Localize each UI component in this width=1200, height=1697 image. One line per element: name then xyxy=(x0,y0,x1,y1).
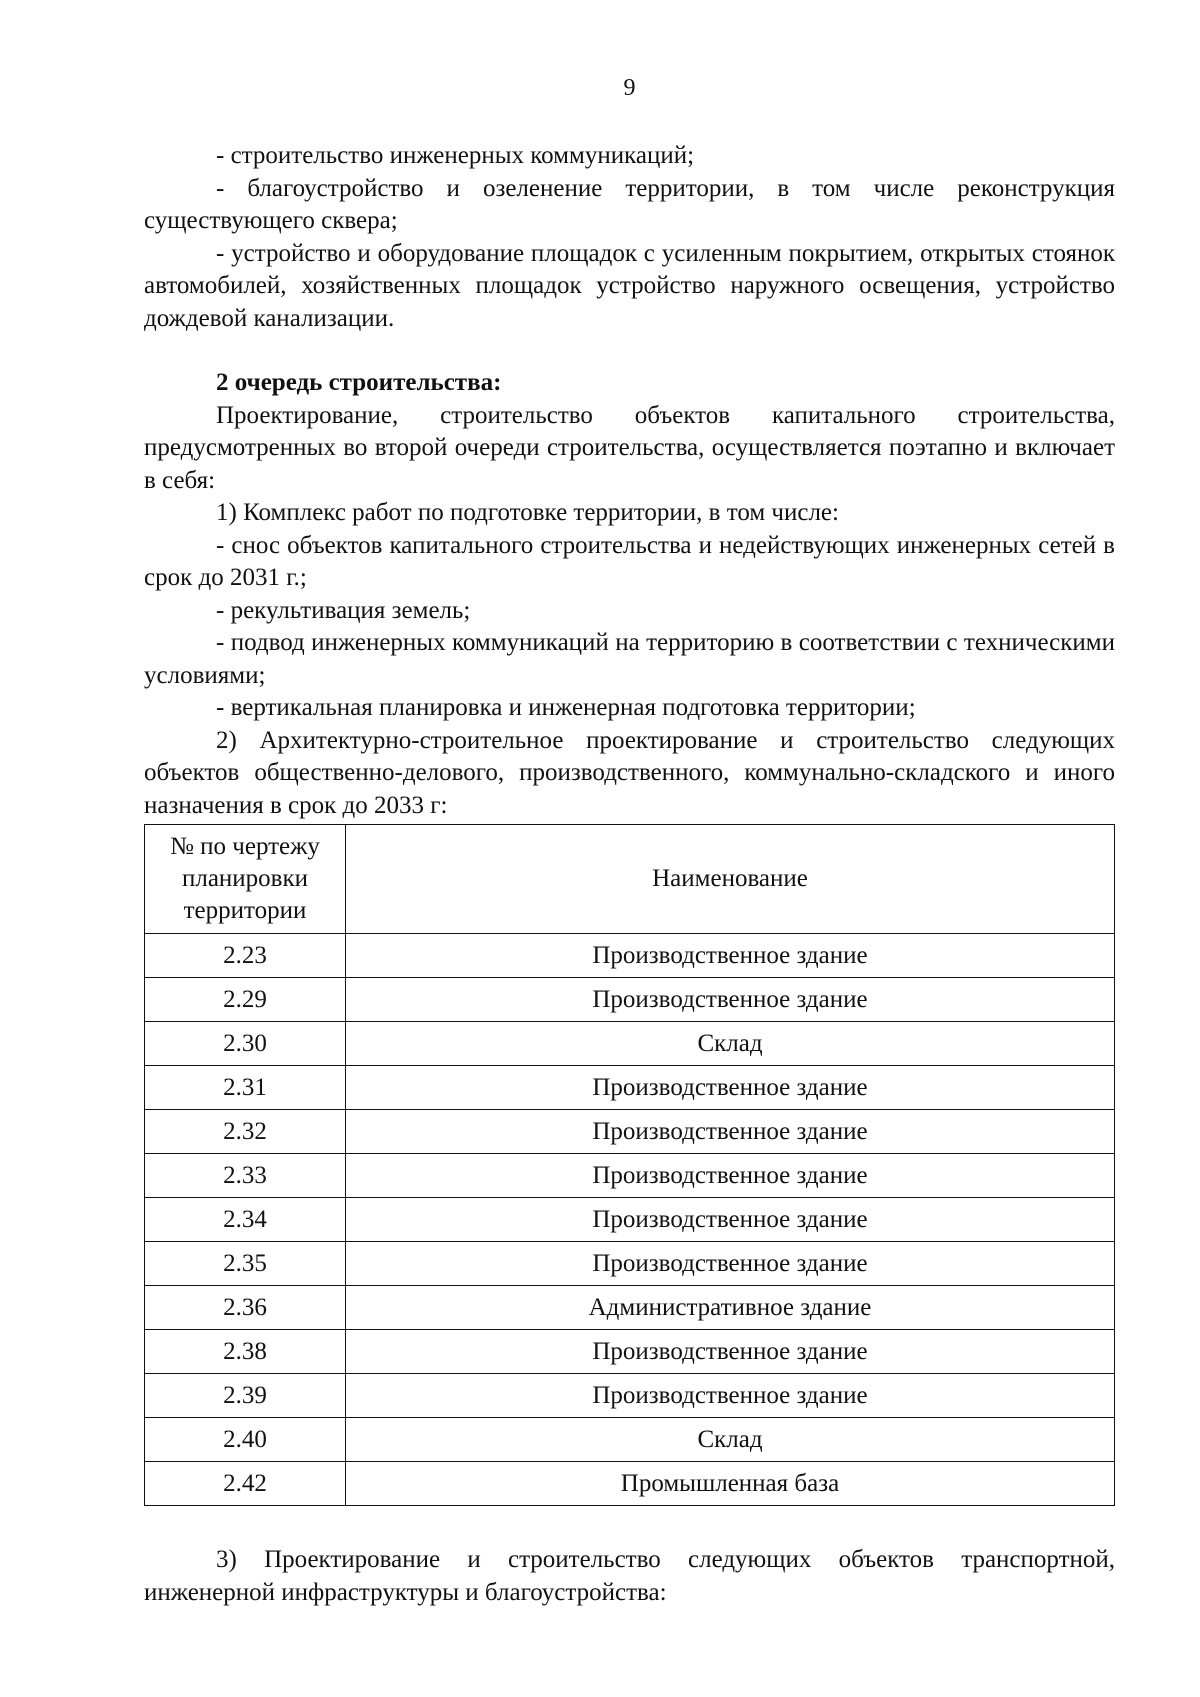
paragraph: - подвод инженерных коммуникаций на территорию в соответствии с техническими условиями; xyxy=(144,629,1115,689)
cell-number: 2.36 xyxy=(145,1286,346,1330)
cell-name: Производственное здание xyxy=(346,1198,1115,1242)
header-line: территории xyxy=(183,897,307,924)
paragraph: 2) Архитектурно-строительное проектирование и строительство следующих объектов общественно-делового, производственного, коммунально-складского и иного назначения в срок до 2033 г: xyxy=(144,726,1115,819)
header-drawing-number xyxy=(145,825,346,934)
cell-number: 2.23 xyxy=(145,934,346,978)
cell-name: Склад xyxy=(346,1418,1115,1462)
table-row xyxy=(145,1022,1115,1066)
cell-number: 2.35 xyxy=(145,1242,346,1286)
cell-name: Производственное здание xyxy=(346,1242,1115,1286)
cell-name: Производственное здание xyxy=(346,1110,1115,1154)
cell-number: 2.39 xyxy=(145,1374,346,1418)
cell-name: Производственное здание xyxy=(346,1374,1115,1418)
header-line: планировки xyxy=(181,865,309,892)
paragraph: 1) Комплекс работ по подготовке территории, в том числе: xyxy=(216,499,839,526)
document-body xyxy=(144,140,1115,1609)
paragraph: 3) Проектирование и строительство следующих объектов транспортной, инженерной инфраструктуры и благоустройства: xyxy=(144,1546,1115,1606)
cell-number: 2.40 xyxy=(145,1418,346,1462)
cell-number: 2.38 xyxy=(145,1330,346,1374)
cell-name: Склад xyxy=(346,1022,1115,1066)
table-row xyxy=(145,1418,1115,1462)
paragraph: - рекультивация земель; xyxy=(216,596,471,624)
paragraph: - строительство инженерных коммуникаций; xyxy=(216,142,695,169)
table-row xyxy=(145,1374,1115,1418)
objects-table xyxy=(144,824,1115,1506)
cell-name: Производственное здание xyxy=(346,978,1115,1022)
cell-number: 2.31 xyxy=(145,1066,346,1110)
table-row xyxy=(145,1242,1115,1286)
paragraph: - устройство и оборудование площадок с усиленным покрытием, открытых стоянок автомобилей, хозяйственных площадок устройство наружного освещения, устройство дождевой канализации. xyxy=(144,239,1115,332)
cell-number: 2.42 xyxy=(145,1462,346,1506)
cell-number: 2.30 xyxy=(145,1022,346,1066)
page-number: 9 xyxy=(623,75,636,101)
table-row xyxy=(145,1110,1115,1154)
table-row xyxy=(145,1154,1115,1198)
cell-number: 2.33 xyxy=(145,1154,346,1198)
paragraph: - снос объектов капитального строительства и недействующих инженерных сетей в срок до 2031 г.; xyxy=(144,531,1115,591)
cell-name: Промышленная база xyxy=(346,1462,1115,1506)
cell-number: 2.29 xyxy=(145,978,346,1022)
cell-number: 2.32 xyxy=(145,1110,346,1154)
table-row xyxy=(145,934,1115,978)
paragraph: - благоустройство и озеленение территории, в том числе реконструкция существующего сквера; xyxy=(144,174,1115,234)
cell-name: Производственное здание xyxy=(346,1066,1115,1110)
cell-name: Производственное здание xyxy=(346,1154,1115,1198)
section-heading: 2 очередь строительства: xyxy=(216,369,502,396)
paragraph: - вертикальная планировка и инженерная подготовка территории; xyxy=(216,694,916,721)
table-header-row xyxy=(145,825,1115,934)
table-row xyxy=(145,1330,1115,1374)
table-row xyxy=(145,1286,1115,1330)
header-line: № по чертежу xyxy=(170,833,320,860)
paragraph: Проектирование, строительство объектов капитального строительства, предусмотренных во второй очереди строительства, осуществляется поэтапно и включает в себя: xyxy=(144,401,1115,494)
table-row xyxy=(145,978,1115,1022)
header-name: Наименование xyxy=(346,825,1115,934)
table-row xyxy=(145,1198,1115,1242)
cell-name: Производственное здание xyxy=(346,934,1115,978)
cell-name: Административное здание xyxy=(346,1286,1115,1330)
cell-number: 2.34 xyxy=(145,1198,346,1242)
table-row xyxy=(145,1462,1115,1506)
cell-name: Производственное здание xyxy=(346,1330,1115,1374)
table-row xyxy=(145,1066,1115,1110)
